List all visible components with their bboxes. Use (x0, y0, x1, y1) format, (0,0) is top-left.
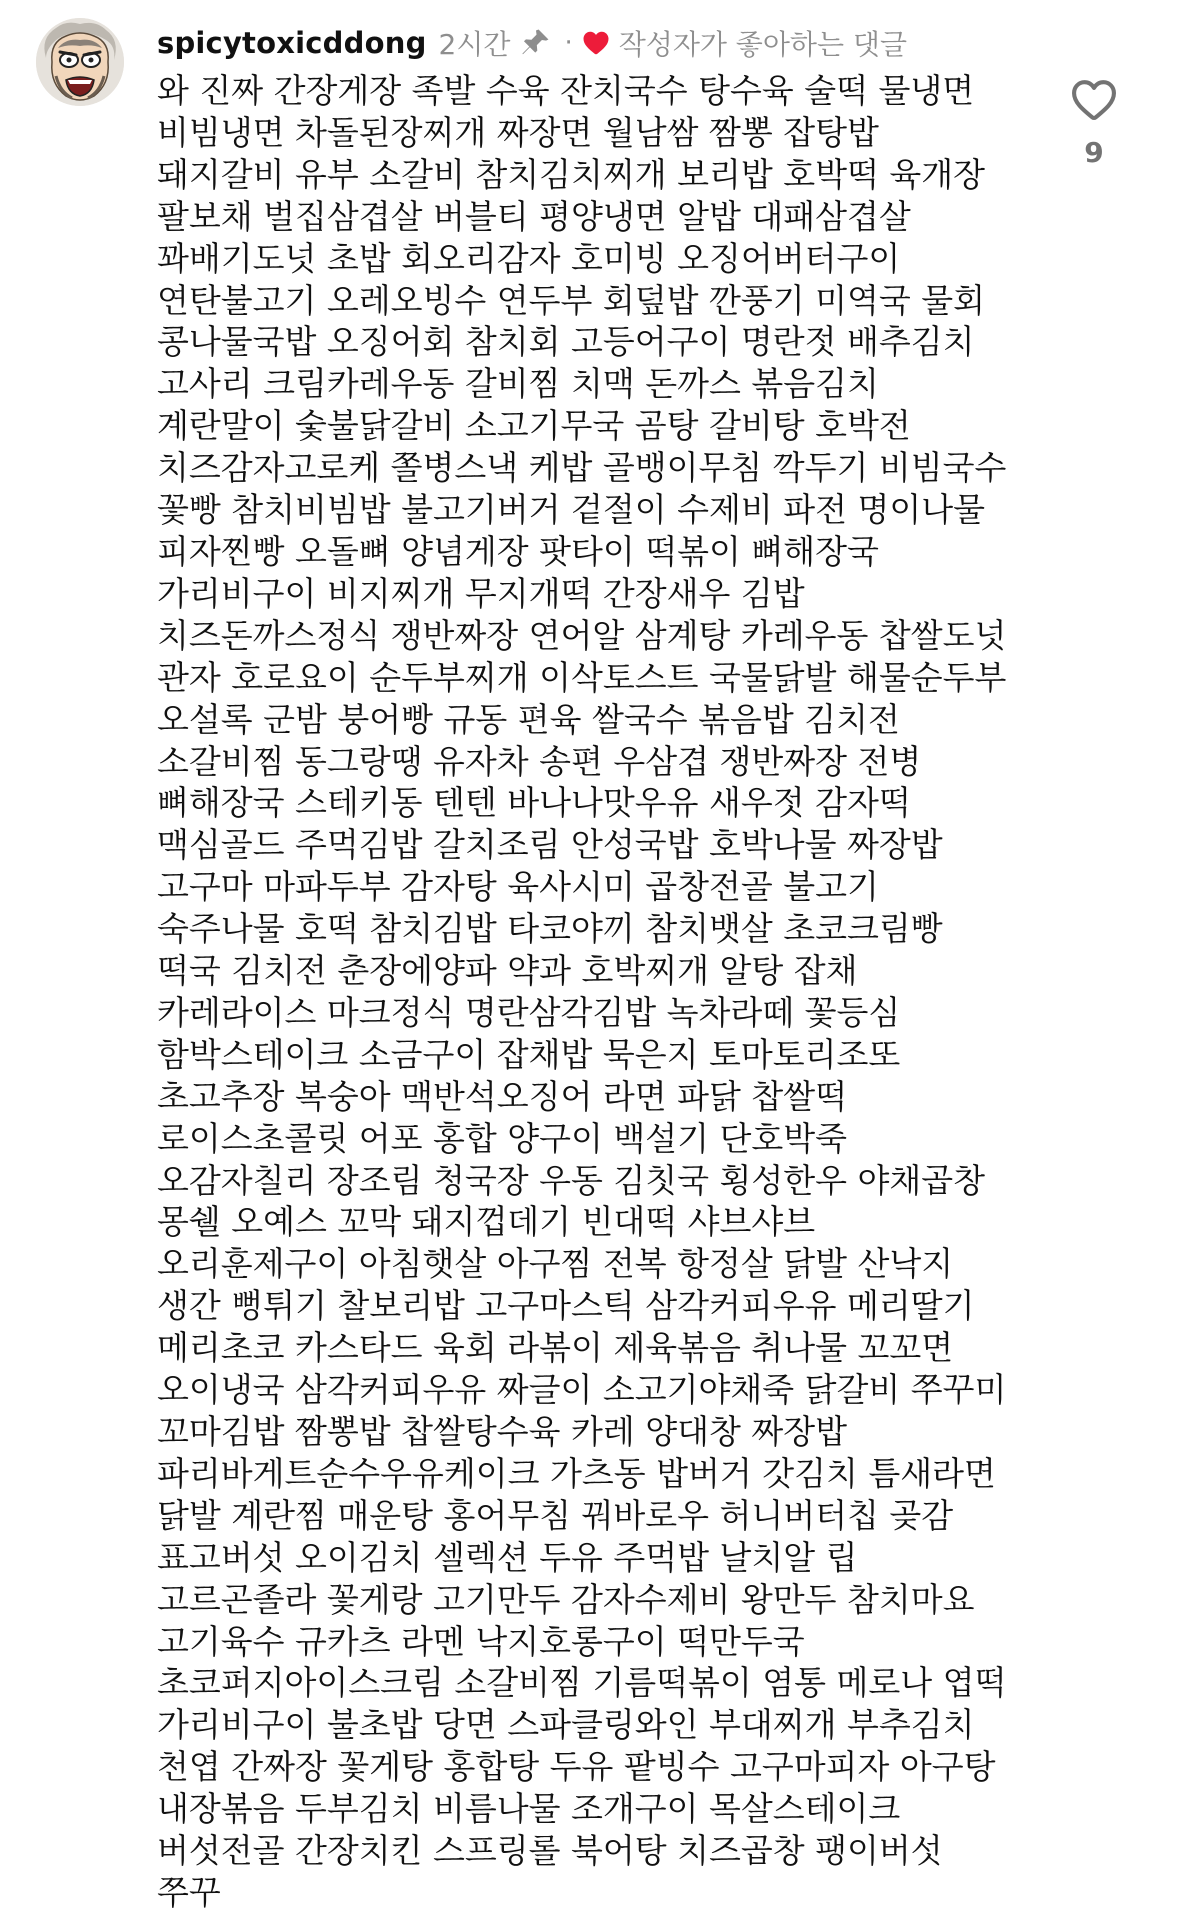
timestamp: 2시간 (438, 28, 511, 61)
author-avatar[interactable] (36, 18, 124, 106)
like-area (1063, 74, 1125, 169)
heart-outline-icon[interactable] (1068, 74, 1120, 126)
heart-filled-icon (581, 28, 611, 58)
username[interactable]: spicytoxicddong (157, 26, 427, 60)
comment-text: 와 진짜 간장게장 족발 수육 잔치국수 탕수육 술떡 물냉면 비빔냉면 차돌된장찌개 짜장면 월남쌈 짬뽕 잡탕밥 돼지갈비 유부 소갈비 참치김치찌개 보리밥 호박떡 육개장 팔보채 벌집삼겹살 버블티 평양냉면 알밥 대패삼겹살 꽈배기도넛 초밥 회오리감자 호미빙 오징어버터구이 연탄불고기 오레오빙수 연두부 회덮밥 깐풍기 미역국 물회 콩나물국밥 오징어회 참치회 고등어구이 명란젓 배추김치 고사리 크림카레우동 갈비찜 치맥 돈까스 볶음김치 계란말이 숯불닭갈비 소고기무국 곰탕 갈비탕 호박전 치즈감자고로케 쫄병스낵 케밥 골뱅이무침 깍두기 비빔국수 꽃빵 참치비빔밥 불고기버거 겉절이 수제비 파전 명이나물 피자찐빵 오돌뼈 양념게장 팟타이 떡볶이 뼈해장국 가리비구이 비지찌개 무지개떡 간장새우 김밥 치즈돈까스정식 쟁반짜장 연어알 삼계탕 카레우동 찹쌀도넛 관자 호로요이 순두부찌개 이삭토스트 국물닭발 해물순두부 오설록 군밤 붕어빵 규동 편육 쌀국수 볶음밥 김치전 소갈비찜 동그랑땡 유자차 송편 우삼겹 쟁반짜장 전병 뼈해장국 스테키동 텐텐 바나나맛우유 새우젓 감자떡 맥심골드 주먹김밥 갈치조림 안성국밥 호박나물 짜장밥 고구마 마파두부 감자탕 육사시미 곱창전골 불고기 숙주나물 호떡 참치김밥 타코야끼 참치뱃살 초코크림빵 떡국 김치전 춘장에양파 약과 호박찌개 알탕 잡채 카레라이스 마크정식 명란삼각김밥 녹차라떼 꽃등심 함박스테이크 소금구이 잡채밥 묵은지 토마토리조또 초고추장 복숭아 맥반석오징어 라면 파닭 찹쌀떡 로이스초콜릿 어포 홍합 양구이 백설기 단호박죽 오감자칠리 장조림 청국장 우동 김칫국 횡성한우 야채곱창 몽쉘 오예스 꼬막 돼지껍데기 빈대떡 샤브샤브 오리훈제구이 아침햇살 아구찜 전복 항정살 닭발 산낙지 생간 뻥튀기 찰보리밥 고구마스틱 삼각커피우유 메리딸기 메리초코 카스타드 육회 라볶이 제육볶음 취나물 꼬꼬면 오이냉국 삼각커피우유 짜글이 소고기야채죽 닭갈비 쭈꾸미 꼬마김밥 짬뽕밥 찹쌀탕수육 카레 양대창 짜장밥 파리바게트순수우유케이크 가츠동 밥버거 갓김치 틈새라면 닭발 계란찜 매운탕 홍어무침 꿔바로우 허니버터칩 곶감 표고버섯 오이김치 셀렉션 두유 주먹밥 날치알 립 고르곤졸라 꽃게랑 고기만두 감자수제비 왕만두 참치마요 고기육수 규카츠 라멘 낙지호롱구이 떡만두국 초코퍼지아이스크림 소갈비찜 기름떡볶이 염통 메로나 엽떡 가리비구이 불초밥 당면 스파클링와인 부대찌개 부추김치 천엽 간짜장 꽃게탕 홍합탕 두유 팥빙수 고구마피자 아구탕 내장볶음 두부김치 비름나물 조개구이 목살스테이크 버섯전골 간장치킨 스프링롤 북어탕 치즈곱창 팽이버섯 쭈꾸 (157, 71, 1007, 1912)
comment-header (157, 20, 907, 66)
anime-character-avatar-icon (36, 18, 124, 106)
like-count: 9 (1084, 136, 1104, 169)
separator-dot: · (564, 28, 573, 58)
pin-icon (518, 26, 552, 60)
author-liked-label: 작성자가 좋아하는 댓글 (618, 28, 908, 61)
